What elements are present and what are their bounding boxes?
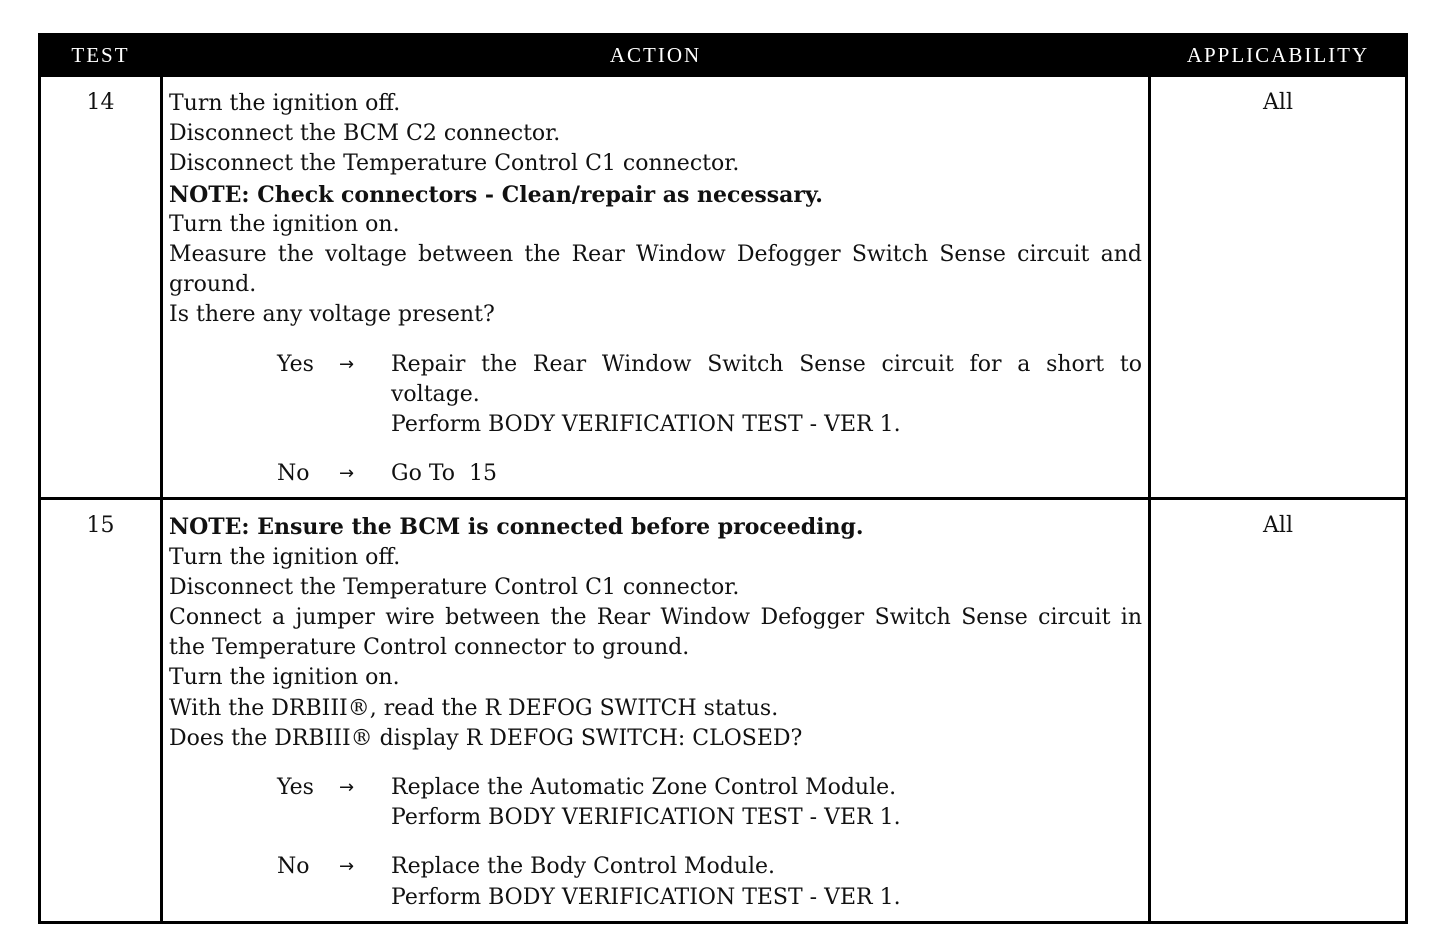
action-step: Turn the ignition off. xyxy=(169,91,401,116)
header-applicability: APPLICABILITY xyxy=(1150,35,1407,76)
action-question: Is there any voltage present? xyxy=(169,302,495,328)
action-question: Does the DRBIII® display R DEFOG SWITCH: CLOSED? xyxy=(169,725,803,751)
test-number-cell xyxy=(40,76,162,499)
result-line: Perform BODY VERIFICATION TEST - VER 1. xyxy=(391,412,901,438)
table-row-test-14 xyxy=(40,76,1407,499)
action-step: Disconnect the BCM C2 connector. xyxy=(169,121,561,147)
result-line: Go To 15 xyxy=(391,461,498,487)
header-action: ACTION xyxy=(162,35,1150,76)
test-number: 15 xyxy=(86,513,115,539)
action-step: Turn the ignition on. xyxy=(169,665,400,691)
result-line: Replace the Body Control Module. xyxy=(391,854,776,880)
action-step: Connect a jumper wire between the Rear Window Defogger Switch Sense circuit in the Temperature Control connector to ground. xyxy=(169,605,1142,661)
result-label: No xyxy=(277,854,310,880)
result-line: Replace the Automatic Zone Control Module. xyxy=(391,775,897,801)
result-yes xyxy=(277,773,1142,833)
action-cell xyxy=(162,76,1150,499)
action-step: Measure the voltage between the Rear Window Defogger Switch Sense circuit and ground. xyxy=(169,242,1142,298)
result-line: Repair the Rear Window Switch Sense circuit for a short to voltage. xyxy=(391,351,1142,407)
action-step: With the DRBIII®, read the R DEFOG SWITCH status. xyxy=(169,695,779,721)
result-text xyxy=(391,350,1142,441)
action-step: Turn the ignition on. xyxy=(169,211,400,237)
result-text xyxy=(391,852,1142,912)
result-label: No xyxy=(277,461,310,487)
result-text xyxy=(391,459,1142,489)
result-text xyxy=(391,773,1142,833)
right-arrow-icon: → xyxy=(339,856,355,878)
header-test: TEST xyxy=(40,35,162,76)
applicability-cell xyxy=(1150,76,1407,499)
test-number-cell xyxy=(40,499,162,922)
diagnostic-test-table xyxy=(38,33,1408,924)
right-arrow-icon: → xyxy=(339,777,355,799)
result-label: Yes xyxy=(277,775,314,801)
test-number: 14 xyxy=(86,90,115,115)
result-line: Perform BODY VERIFICATION TEST - VER 1. xyxy=(391,805,901,831)
right-arrow-icon: → xyxy=(339,463,355,485)
action-step: Disconnect the Temperature Control C1 connector. xyxy=(169,151,740,177)
action-cell xyxy=(162,499,1150,922)
header-row xyxy=(40,35,1407,76)
result-yes xyxy=(277,350,1142,441)
applicability-value: All xyxy=(1263,90,1293,115)
action-note: NOTE: Ensure the BCM is connected before proceeding. xyxy=(169,514,864,541)
action-step: Turn the ignition off. xyxy=(169,544,401,570)
action-note: NOTE: Check connectors - Clean/repair as necessary. xyxy=(169,181,823,208)
result-line: Perform BODY VERIFICATION TEST - VER 1. xyxy=(391,884,901,910)
right-arrow-icon: → xyxy=(339,353,355,375)
result-label: Yes xyxy=(277,351,314,377)
action-step: Disconnect the Temperature Control C1 connector. xyxy=(169,574,740,600)
result-no xyxy=(277,459,1142,489)
result-no xyxy=(277,852,1142,912)
applicability-value: All xyxy=(1263,513,1293,539)
applicability-cell xyxy=(1150,499,1407,922)
table-row-test-15 xyxy=(40,499,1407,922)
